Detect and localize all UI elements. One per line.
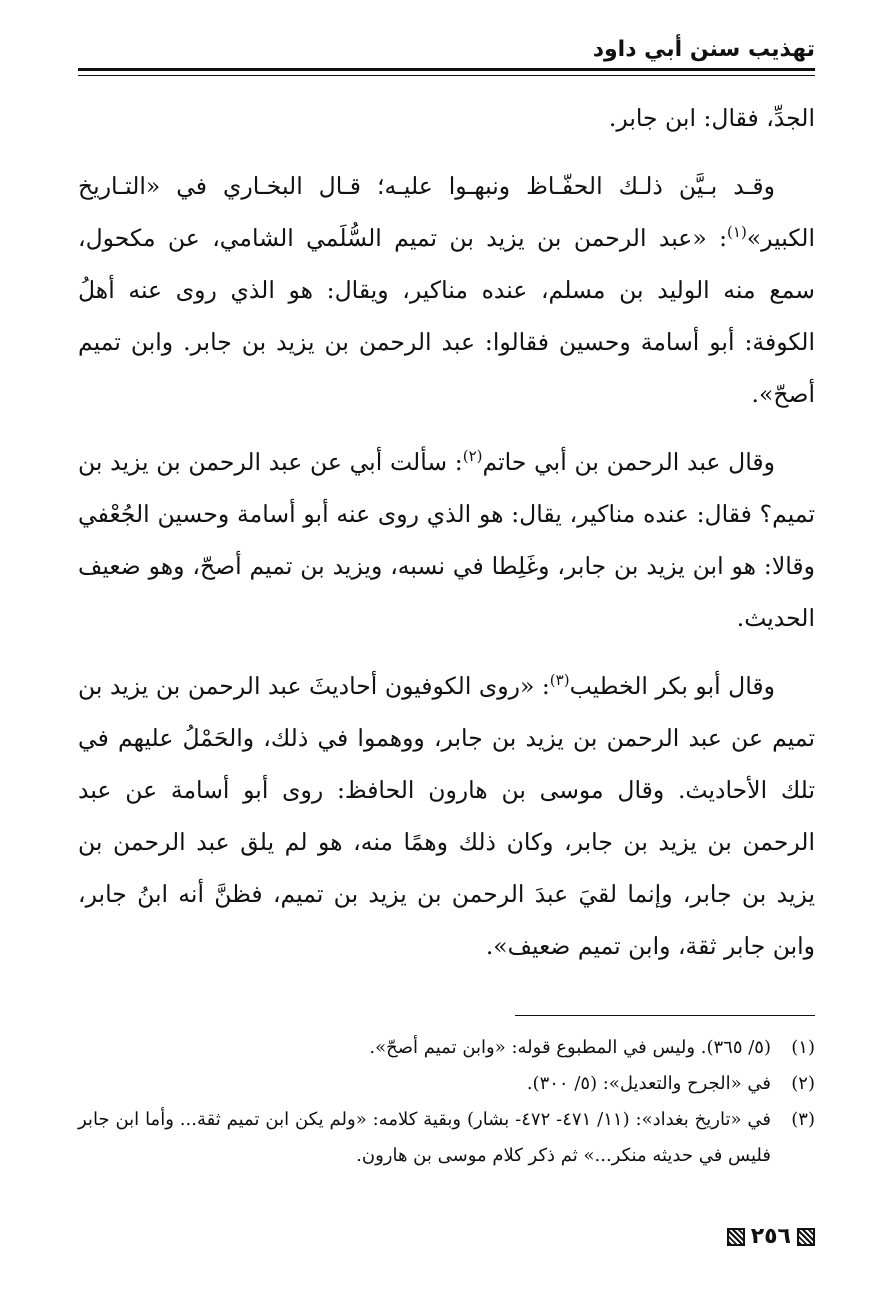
main-text [78,92,815,988]
ornament-icon [797,1228,815,1246]
footnote-number: (٣) [791,1109,815,1130]
paragraph-4: وقال أبو بكر الخطيب$^{(٣)}$: «روى الكوفيون أحاديثَ عبد الرحمن بن يزيد بن تميم عن عبد الرحمن بن يزيد بن جابر، ووهموا في ذلك، والحَمْلُ عليهم في تلك الأحاديث. وقال موسى بن هارون الحافظ: روى أبو أسامة عن عبد الرحمن بن يزيد بن جابر، وكان ذلك وهمًا منه، هو لم يلق عبد الرحمن بن يزيد بن جابر، وإنما لقيَ عبدَ الرحمن بن يزيد بن تميم، فظنَّ أنه ابنُ جابر، وابن جابر ثقة، وابن تميم ضعيف». [78,671,815,960]
page-number: ٢٥٦ [750,1224,791,1249]
footnote-text: (٥/ ٣٦٥). وليس في المطبوع قوله: «وابن تميم أصحّ». [369,1037,771,1058]
paragraph-1: الجدِّ، فقال: ابن جابر. [608,104,815,132]
footnote-2 [78,1066,815,1102]
ornament-icon [727,1228,745,1246]
footnote-1 [78,1030,815,1066]
footnote-text: في «الجرح والتعديل»: (٥/ ٣٠٠). [526,1073,771,1094]
footnote-number: (٢) [791,1073,815,1094]
footnote-number: (١) [791,1037,815,1058]
footnote-ref-1: (١) [727,223,747,242]
paragraph-2: وقـد بـيَّن ذلـك الحفّـاظ ونبهـوا عليـه؛ قـال البخـاري في «التـاريخ الكبير»$^{(١)}$: «عبد الرحمن بن يزيد بن تميم السُّلَمي الشامي، عن مكحول، سمع منه الوليد بن مسلم، عنده مناكير، ويقال: هو الذي روى عنه أهلُ الكوفة: أبو أسامة وحسين فقالوا: عبد الرحمن بن يزيد بن جابر. وابن تميم أصحّ». [78,172,815,408]
footnote-ref-3: (٣) [549,671,570,690]
header-rule [78,68,815,71]
page-number-block [727,1224,815,1250]
running-header-title: تهذيب سنن أبي داود [592,37,815,62]
footnote-separator [515,1015,815,1016]
header-rule-thin [78,75,815,76]
footnote-3 [78,1102,815,1174]
paragraph-3: وقال عبد الرحمن بن أبي حاتم$^{(٢)}$: سألت أبي عن عبد الرحمن بن يزيد بن تميم؟ فقال: عنده مناكير، يقال: هو الذي روى عنه أبو أسامة وحسين الجُعْفي وقالا: هو ابن يزيد بن جابر، وغَلِطا في نسبه، ويزيد بن تميم أصحّ، وهو ضعيف الحديث. [78,447,815,632]
footnote-ref-2: (٢) [462,447,483,466]
footnote-text: في «تاريخ بغداد»: (١١/ ٤٧١- ٤٧٢- بشار) وبقية كلامه: «ولم يكن ابن تميم ثقة... وأما ابن جابر فليس في حديثه منكر...» ثم ذكر كلام موسى بن هارون. [78,1109,771,1166]
footnotes [78,1030,815,1174]
